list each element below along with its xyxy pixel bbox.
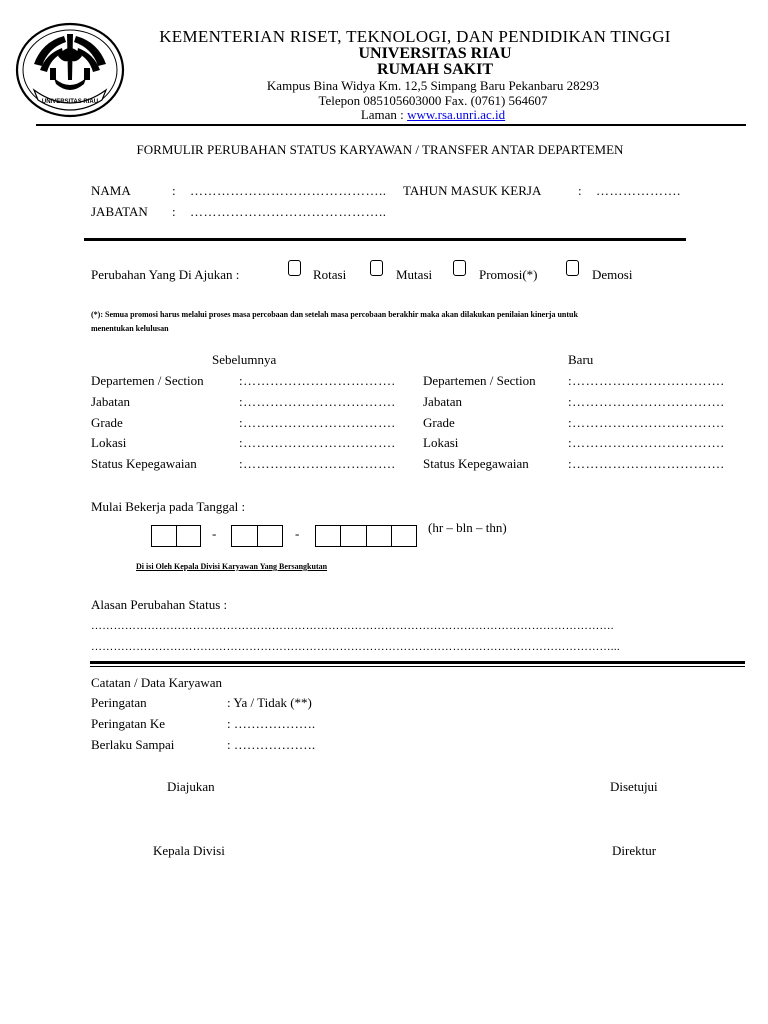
direktur-label: Direktur [612, 843, 657, 858]
old-field-grade[interactable]: :……………………………. [239, 415, 396, 430]
address-line: Kampus Bina Widya Km. 12,5 Simpang Baru Pekanbaru 28293 [266, 78, 600, 93]
diisi-note: Di isi Oleh Kepala Divisi Karyawan Yang Bersangkutan [136, 562, 328, 571]
promosi-note-line2: menentukan kelulusan [91, 324, 169, 333]
tahun-field[interactable]: ………………. [596, 183, 681, 198]
new-field-lokasi[interactable]: :……………………………. [568, 435, 725, 450]
promosi-label: Promosi(*) [479, 267, 538, 282]
alasan-line-1[interactable]: …………………………………………………………………………………………………………………………. [91, 620, 614, 632]
mulai-label: Mulai Bekerja pada Tanggal : [91, 499, 246, 514]
date-dash-1: - [212, 526, 217, 541]
old-field-label-jabatan: Jabatan [91, 394, 130, 409]
new-field-grade[interactable]: :……………………………. [568, 415, 725, 430]
peringatan-label: Peringatan [91, 695, 147, 710]
section-divider-1 [84, 238, 686, 241]
web-link[interactable]: www.rsa.unri.ac.id [407, 107, 506, 122]
rotasi-checkbox[interactable] [288, 260, 301, 276]
old-field-lokasi[interactable]: :……………………………. [239, 435, 396, 450]
logo-text: UNIVERSITAS RIAU [41, 99, 99, 105]
form-title: FORMULIR PERUBAHAN STATUS KARYAWAN / TRANSFER ANTAR DEPARTEMEN [136, 142, 624, 157]
tahun-label: TAHUN MASUK KERJA [403, 183, 542, 198]
mutasi-label: Mutasi [396, 267, 433, 282]
old-field-label-status: Status Kepegawaian [91, 456, 197, 471]
sebelumnya-heading: Sebelumnya [212, 352, 277, 367]
nama-field[interactable]: …………………………………….. [190, 183, 387, 198]
disetujui-label: Disetujui [610, 779, 658, 794]
berlaku-label: Berlaku Sampai [91, 737, 175, 752]
year-input[interactable] [315, 525, 417, 547]
new-field-label-grade: Grade [423, 415, 455, 430]
old-field-label-departemen: Departemen / Section [91, 373, 204, 388]
old-field-departemen[interactable]: :……………………………. [239, 373, 396, 388]
demosi-checkbox[interactable] [566, 260, 579, 276]
header-divider [36, 124, 746, 126]
jabatan-colon: : [172, 204, 176, 219]
month-input[interactable] [231, 525, 283, 547]
mutasi-checkbox[interactable] [370, 260, 383, 276]
diajukan-label: Diajukan [167, 779, 215, 794]
date-format-hint: (hr – bln – thn) [428, 520, 507, 535]
jabatan-field[interactable]: …………………………………….. [190, 204, 387, 219]
baru-heading: Baru [568, 352, 594, 367]
perubahan-label: Perubahan Yang Di Ajukan : [91, 267, 240, 282]
web-line [100, 107, 766, 123]
web-label: Laman : [360, 107, 408, 122]
alasan-line-2[interactable]: …………………………………………………………………………………………………………………………... [91, 641, 620, 653]
unit-title: RUMAH SAKIT [376, 61, 493, 78]
new-field-label-lokasi: Lokasi [423, 435, 459, 450]
new-field-label-departemen: Departemen / Section [423, 373, 536, 388]
new-field-departemen[interactable]: :……………………………. [568, 373, 725, 388]
peringatan-ke-label: Peringatan Ke [91, 716, 166, 731]
old-field-label-grade: Grade [91, 415, 123, 430]
rotasi-label: Rotasi [313, 267, 347, 282]
section-divider-2 [90, 661, 745, 664]
old-field-status[interactable]: :……………………………. [239, 456, 396, 471]
phone-line: Telepon 085105603000 Fax. (0761) 564607 [318, 93, 548, 108]
ministry-title: KEMENTERIAN RISET, TEKNOLOGI, DAN PENDIDIKAN TINGGI [159, 27, 671, 46]
peringatan-ke-value[interactable]: : ………………. [227, 716, 316, 731]
catatan-label: Catatan / Data Karyawan [91, 675, 223, 690]
new-field-label-jabatan: Jabatan [423, 394, 462, 409]
tahun-colon: : [578, 183, 582, 198]
new-field-jabatan[interactable]: :……………………………. [568, 394, 725, 409]
section-divider-2b [90, 666, 745, 667]
nama-label: NAMA [91, 183, 131, 198]
old-field-jabatan[interactable]: :……………………………. [239, 394, 396, 409]
university-title: UNIVERSITAS RIAU [358, 45, 512, 62]
promosi-checkbox[interactable] [453, 260, 466, 276]
nama-colon: : [172, 183, 176, 198]
jabatan-label: JABATAN [91, 204, 148, 219]
date-dash-2: - [295, 526, 300, 541]
berlaku-value[interactable]: : ………………. [227, 737, 316, 752]
demosi-label: Demosi [592, 267, 633, 282]
promosi-note-line1: (*): Semua promosi harus melalui proses masa percobaan dan setelah masa percobaan berakhir maka akan dilakukan penilaian kinerja untuk [91, 310, 578, 319]
alasan-label: Alasan Perubahan Status : [91, 597, 228, 612]
new-field-status[interactable]: :……………………………. [568, 456, 725, 471]
kepala-divisi-label: Kepala Divisi [153, 843, 225, 858]
old-field-label-lokasi: Lokasi [91, 435, 127, 450]
day-input[interactable] [151, 525, 201, 547]
peringatan-value[interactable]: : Ya / Tidak (**) [227, 695, 312, 710]
new-field-label-status: Status Kepegawaian [423, 456, 529, 471]
